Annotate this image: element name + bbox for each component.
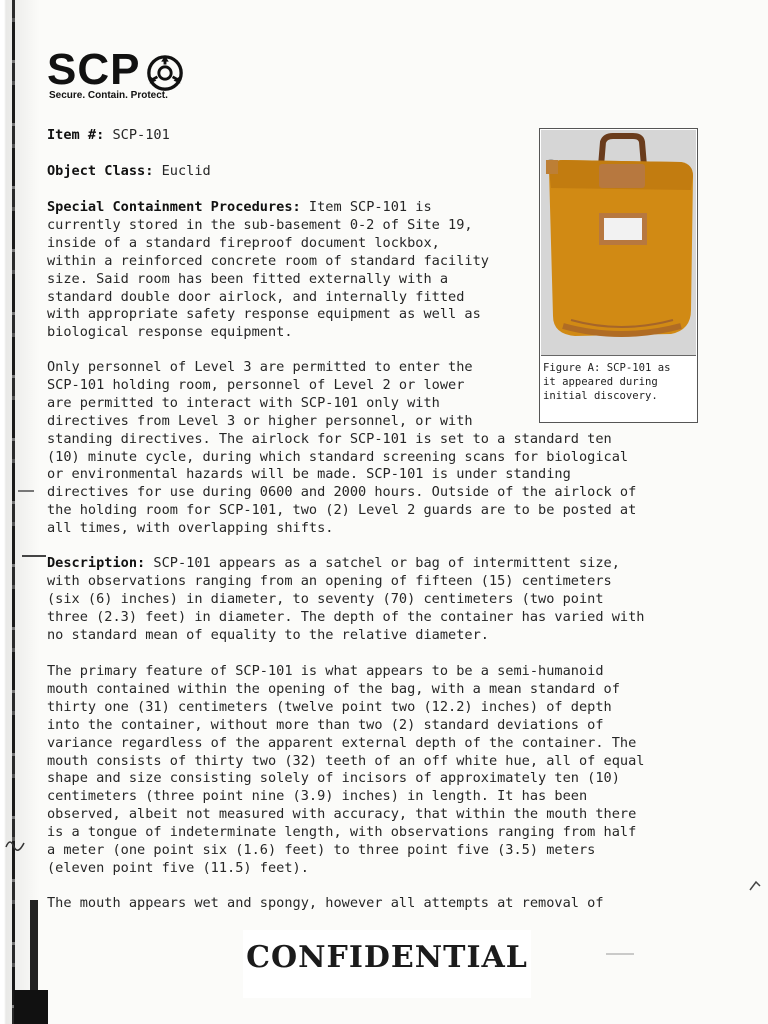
feature-paragraph <box>47 663 707 878</box>
confidential-stamp-text: CONFIDENTIAL <box>246 940 528 975</box>
procedures-text: inside of a standard fireproof document lockbox, <box>47 234 440 251</box>
figure-caption-line: it appeared during <box>543 376 658 389</box>
feature-text: centimeters (three point nine (3.9) inches) in length. It has been <box>47 788 588 805</box>
personnel-text: directives for use during 0600 and 2000 hours. Outside of the airlock of <box>47 484 637 501</box>
description-text: SCP-101 appears as a satchel or bag of intermittent size, <box>145 555 620 571</box>
procedures-text: standard double door airlock, and internally fitted <box>47 288 465 305</box>
margin-mark <box>22 555 46 557</box>
procedures-label: Special Containment Procedures: <box>47 199 301 215</box>
description-text: (six (6) inches) in diameter, to seventy (70) centimeters (two point <box>47 590 604 607</box>
personnel-text: all times, with overlapping shifts. <box>47 520 334 537</box>
logo-wordmark: SCP <box>47 45 141 94</box>
figure-caption <box>543 361 695 404</box>
mouth-text: The mouth appears wet and spongy, however all attempts at removal of <box>47 895 604 911</box>
personnel-text: (10) minute cycle, during which standard screening scans for biological <box>47 448 629 465</box>
procedures-text: with appropriate safety response equipment as well as <box>47 306 481 323</box>
confidential-stamp <box>243 930 531 998</box>
item-number-value: SCP-101 <box>112 127 170 143</box>
personnel-text: Only personnel of Level 3 are permitted to enter the <box>47 359 473 375</box>
personnel-text: directives from Level 3 or higher personnel, or with <box>47 412 473 429</box>
figure-caption-line: Figure A: SCP-101 as <box>543 362 671 374</box>
scan-streak <box>12 0 15 1024</box>
scan-edge <box>0 0 44 1024</box>
object-class-label: Object Class: <box>47 163 154 179</box>
figure-caption-line: initial discovery. <box>543 390 658 403</box>
feature-text: shape and size consisting solely of incisors of approximately ten (10) <box>47 770 620 787</box>
feature-text: The primary feature of SCP-101 is what appears to be a semi-humanoid <box>47 663 604 679</box>
logo-tagline: Secure. Contain. Protect. <box>49 90 168 101</box>
feature-text: variance regardless of the apparent external depth of the container. The <box>47 734 637 751</box>
description-paragraph <box>47 555 707 645</box>
feature-text: mouth contained within the opening of the bag, with a mean standard of <box>47 680 620 697</box>
figure-photo <box>541 130 696 356</box>
feature-text: (eleven point five (11.5) feet). <box>47 859 309 876</box>
object-class-value: Euclid <box>161 163 211 179</box>
procedures-text: biological response equipment. <box>47 324 293 341</box>
personnel-text: SCP-101 holding room, personnel of Level 2 or lower <box>47 376 465 393</box>
personnel-text: or environmental hazards will be made. SCP-101 is under standing <box>47 466 571 483</box>
personnel-text: are permitted to interact with SCP-101 only with <box>47 394 440 411</box>
feature-text: into the container, without more than two (2) standard deviations of <box>47 716 604 733</box>
scp-emblem-icon <box>146 54 184 92</box>
mouth-paragraph <box>47 895 707 913</box>
scribble-mark <box>4 835 30 855</box>
description-text: with observations ranging from an opening of fifteen (15) centimeters <box>47 572 612 589</box>
procedures-text: Item SCP-101 is <box>300 199 432 215</box>
scan-corner-shadow <box>14 990 48 1024</box>
feature-text: is a tongue of indeterminate length, with observations ranging from half <box>47 824 637 841</box>
procedures-text: size. Said room has been fitted externally with a <box>47 270 449 287</box>
figure-a <box>539 128 698 423</box>
satchel-image <box>541 130 696 355</box>
scribble-mark <box>606 952 636 956</box>
personnel-text: the holding room for SCP-101, two (2) Level 2 guards are to be posted at <box>47 502 637 519</box>
feature-text: mouth consists of thirty two (32) teeth of an off white hue, all of equal <box>47 752 645 769</box>
scribble-mark <box>748 878 764 892</box>
procedures-text: currently stored in the sub-basement 0-2 of Site 19, <box>47 216 473 233</box>
feature-text: observed, albeit not measured with accuracy, that within the mouth there <box>47 806 637 823</box>
description-text: no standard mean of equality to the relative diameter. <box>47 626 489 643</box>
feature-text: thirty one (31) centimeters (twelve point two (12.2) inches) of depth <box>47 698 612 715</box>
item-number-label: Item #: <box>47 127 105 143</box>
scp-logo <box>47 46 192 106</box>
personnel-text: standing directives. The airlock for SCP-101 is set to a standard ten <box>47 430 612 447</box>
procedures-text: within a reinforced concrete room of standard facility <box>47 252 489 269</box>
description-label: Description: <box>47 555 146 571</box>
description-text: three (2.3) feet) in diameter. The depth of the container has varied with <box>47 608 645 625</box>
feature-text: a meter (one point six (1.6) feet) to three point five (3.5) meters <box>47 842 596 859</box>
margin-mark <box>18 490 34 492</box>
